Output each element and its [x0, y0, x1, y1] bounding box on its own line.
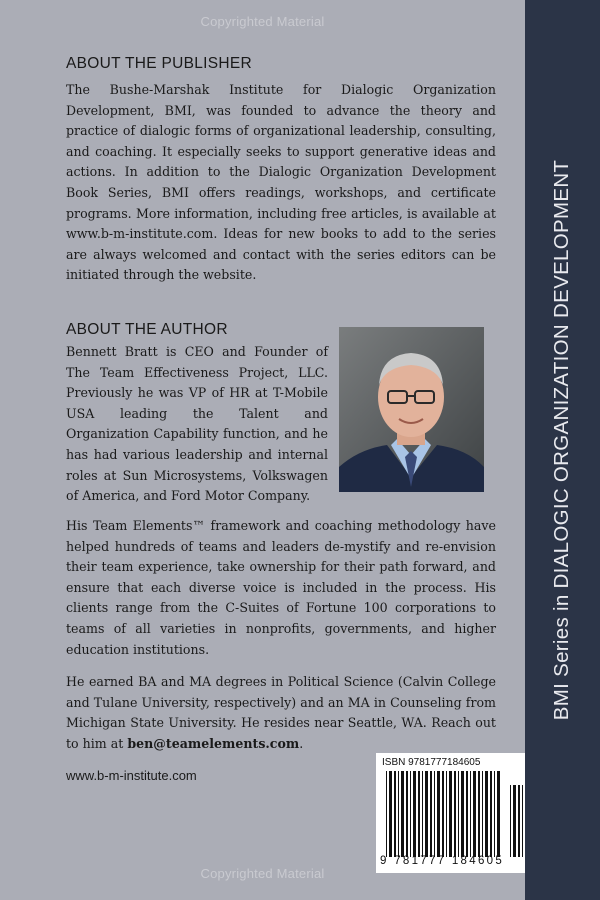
barcode-bar	[473, 771, 476, 857]
barcode-bar	[389, 771, 392, 857]
barcode-bar	[494, 771, 495, 857]
barcode-bar	[437, 771, 440, 857]
author-intro-paragraph: Bennett Bratt is CEO and Founder of The Team Effectiveness Project, LLC. Previously he was VP of HR at T-Mobile USA leading the Talent and Organization Capability function, and he has had various leadership and internal roles at Sun Microsystems, Volkswagen of America, and Ford Motor Company.	[66, 344, 328, 504]
barcode-bar	[518, 785, 520, 857]
publisher-heading: ABOUT THE PUBLISHER	[66, 55, 253, 72]
barcode-bar	[470, 771, 471, 857]
barcode-bar	[394, 771, 396, 857]
publisher-website-link[interactable]: www.b-m-institute.com	[66, 768, 197, 783]
barcode-bar	[449, 771, 452, 857]
author-portrait-illustration	[339, 327, 484, 492]
isbn-label: ISBN 9781777184605	[382, 757, 481, 768]
author-photo	[339, 327, 484, 492]
author-education-end: .	[299, 735, 304, 751]
isbn-digits: 9 781777 184605	[380, 855, 505, 867]
barcode-bar	[434, 771, 435, 857]
author-methodology-paragraph: His Team Elements™ framework and coaching methodology have helped hundreds of teams and leaders de-mystify and re-envision their team experience, take ownership for their path forward, and ensure that each diverse voice is included in the process. His clients range from the C-Suites of Fortune 100 corporations to teams of all varieties in nonprofits, governments, and higher education institutions.	[66, 518, 496, 657]
barcode-bar	[413, 771, 416, 857]
barcode-bar	[442, 771, 444, 857]
barcode-bar	[430, 771, 432, 857]
barcode-bar	[490, 771, 492, 857]
barcode-bar	[401, 771, 404, 857]
barcode-bar	[513, 785, 516, 857]
barcode-bar	[466, 771, 468, 857]
author-heading: ABOUT THE AUTHOR	[66, 321, 228, 338]
barcode-bar	[398, 771, 399, 857]
barcode-bar	[510, 785, 511, 857]
barcode-bars-main	[386, 771, 504, 857]
barcode-bar	[497, 771, 500, 857]
copyright-watermark-top: Copyrighted Material	[200, 14, 325, 29]
barcode-bar	[410, 771, 411, 857]
author-email-link[interactable]: ben@teamelements.com	[127, 735, 300, 751]
barcode-bar	[454, 771, 456, 857]
barcode-bar	[522, 785, 523, 857]
barcode-bar	[386, 771, 387, 857]
publisher-paragraph: The Bushe-Marshak Institute for Dialogic Organization Development, BMI, was founded to advance the theory and practice of dialogic forms of organizational leadership, consulting, and coaching. It especially seeks to support generative ideas and actions. In addition to the Dialogic Organization Development Book Series, BMI offers readings, workshops, and certificate programs. More information, including free articles, is available at www.b-m-institute.com. Ideas for new books to add to the series are always welcomed and contact with the series editors can be initiated through the website.	[66, 82, 496, 283]
barcode-bar	[418, 771, 420, 857]
barcode-bar	[425, 771, 428, 857]
barcode-bar	[482, 771, 483, 857]
copyright-watermark-bottom: Copyrighted Material	[200, 866, 325, 881]
barcode-bar	[446, 771, 447, 857]
author-education-text: He earned BA and MA degrees in Political Science (Calvin College and Tulane University, respectively) and an MA in Counseling from Michigan State University. He resides near Seattle, WA. Reach out to him at	[66, 674, 496, 751]
barcode-bar	[406, 771, 408, 857]
barcode-bar	[422, 771, 423, 857]
barcode-bar	[461, 771, 464, 857]
barcode-bar	[478, 771, 480, 857]
barcode-bar	[485, 771, 488, 857]
author-education-paragraph	[66, 672, 496, 754]
barcode-bar	[458, 771, 459, 857]
spine-series-title: BMI Series in DIALOGIC ORGANIZATION DEVELOPMENT	[550, 159, 573, 721]
